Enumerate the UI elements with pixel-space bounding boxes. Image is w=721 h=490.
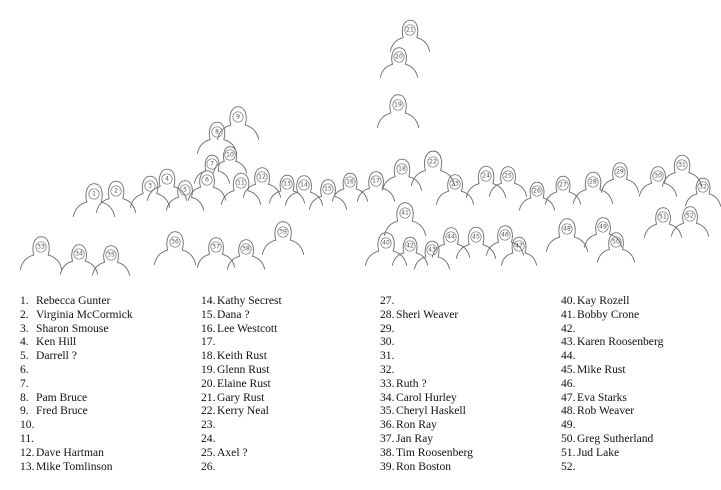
person-number-label: 31 xyxy=(678,161,686,169)
person-number-label: 3 xyxy=(148,182,152,190)
legend-entry-number: 3. xyxy=(20,321,29,335)
legend-entry xyxy=(561,308,663,322)
legend-entry-name: Ken Hill xyxy=(36,335,77,349)
legend-entry-number: 40. xyxy=(561,294,576,307)
person-number-label: 12 xyxy=(258,173,266,181)
legend-entry-name: Eva Starks xyxy=(577,390,627,404)
legend-entry xyxy=(20,363,133,377)
person-number-label: 6 xyxy=(205,176,209,184)
legend-entry-name: Ron Boston xyxy=(396,459,452,473)
legend-entry-name: Sheri Weaver xyxy=(396,307,459,321)
legend-entry-name: Carol Hurley xyxy=(396,390,457,404)
person-outline-25 xyxy=(489,167,526,197)
legend-entry-name: Axel ? xyxy=(217,445,248,459)
legend-entry-number: 4. xyxy=(20,335,29,349)
person-outline-39 xyxy=(262,222,303,255)
person-number-label: 42 xyxy=(406,242,414,250)
person-number-label: 41 xyxy=(401,209,409,217)
legend-entry-number: 51. xyxy=(561,445,576,459)
legend-entry-number: 7. xyxy=(20,376,29,390)
person-number-label: 1 xyxy=(92,190,96,198)
person-outline-51 xyxy=(644,208,681,238)
legend-entry-number: 38. xyxy=(380,445,395,459)
person-outline-20 xyxy=(380,48,417,78)
person-number-label: 50 xyxy=(612,238,620,246)
legend-entry xyxy=(201,446,282,460)
legend-entry xyxy=(380,446,473,460)
person-outline-29 xyxy=(601,163,638,193)
legend-entry-number: 37. xyxy=(380,431,395,445)
legend-entry xyxy=(380,322,473,336)
person-number-label: 32 xyxy=(699,183,707,191)
legend-entry-number: 1. xyxy=(20,294,29,307)
person-outline-31 xyxy=(662,155,701,186)
legend-entry-number: 6. xyxy=(20,362,29,376)
person-outline-34 xyxy=(60,245,97,275)
person-outline-28 xyxy=(573,172,612,203)
legend-entry-number: 48. xyxy=(561,404,576,418)
person-number-label: 10 xyxy=(226,151,234,159)
person-outline-33 xyxy=(20,237,61,270)
person-outline-21 xyxy=(390,20,429,51)
legend-entry-number: 2. xyxy=(20,307,29,321)
legend-entry-name: Mike Tomlinson xyxy=(36,459,113,473)
legend-entry xyxy=(201,404,282,418)
person-number-label: 7 xyxy=(210,160,214,168)
person-number-label: 45 xyxy=(472,233,480,241)
legend-entry-number: 34. xyxy=(380,390,395,404)
legend-entry-number: 47. xyxy=(561,390,576,404)
person-number-label: 49 xyxy=(599,223,607,231)
legend-entry xyxy=(561,391,663,405)
legend-entry-name: Elaine Rust xyxy=(217,376,271,390)
legend-entry xyxy=(380,377,473,391)
legend-entry-name: Sharon Smouse xyxy=(36,321,109,335)
legend-entry xyxy=(201,363,282,377)
legend-entry-name: Jan Ray xyxy=(396,431,434,445)
legend-entry xyxy=(20,335,133,349)
legend-entry-name: Keith Rust xyxy=(217,349,267,363)
person-number-label: 35 xyxy=(107,251,115,259)
legend-entry-number: 20. xyxy=(201,376,216,390)
legend-entry xyxy=(20,308,133,322)
legend-entry-name: Greg Sutherland xyxy=(577,431,654,445)
person-outline-38 xyxy=(227,240,264,270)
person-outline-23 xyxy=(436,175,473,205)
person-outline-52 xyxy=(671,207,708,237)
legend-entry-name: Rob Weaver xyxy=(577,404,635,418)
person-number-label: 21 xyxy=(406,26,414,34)
legend-entry-number: 28. xyxy=(380,307,395,321)
legend-entry xyxy=(20,322,133,336)
person-outline-41 xyxy=(384,203,425,236)
legend-entry xyxy=(561,404,663,418)
legend-entry xyxy=(380,460,473,474)
person-outline-17 xyxy=(357,172,394,202)
legend-entry xyxy=(561,418,663,432)
legend-entry-name: Kathy Secrest xyxy=(217,294,282,307)
legend-entry xyxy=(561,363,663,377)
legend-entry xyxy=(380,391,473,405)
person-outline-35 xyxy=(92,246,129,276)
legend-entry xyxy=(561,335,663,349)
person-outline-42 xyxy=(392,237,427,265)
legend-entry-number: 45. xyxy=(561,362,576,376)
person-number-label: 29 xyxy=(616,168,624,176)
legend-entry xyxy=(201,418,282,432)
person-number-label: 19 xyxy=(394,101,402,109)
person-number-label: 46 xyxy=(501,231,509,239)
legend-entry-name: Ron Ray xyxy=(396,418,437,432)
legend-entry xyxy=(20,391,133,405)
legend-entry xyxy=(20,377,133,391)
person-number-label: 15 xyxy=(324,185,332,193)
person-outline-24 xyxy=(466,166,505,197)
legend-entry xyxy=(380,335,473,349)
legend-entry-number: 27. xyxy=(380,294,395,307)
person-number-label: 16 xyxy=(346,178,354,186)
legend-entry-name: Karen Roosenberg xyxy=(577,335,664,349)
legend-entry-name: Cheryl Haskell xyxy=(396,404,466,418)
person-number-label: 5 xyxy=(183,186,187,194)
person-number-label: 8 xyxy=(215,128,219,136)
legend-entry-number: 52. xyxy=(561,459,576,473)
legend-entry xyxy=(201,335,282,349)
legend-entry-number: 11. xyxy=(20,431,35,445)
legend-entry-name: Kerry Neal xyxy=(217,404,269,418)
legend-entry xyxy=(20,446,133,460)
legend-entry-name: Rebecca Gunter xyxy=(36,294,111,307)
legend-entry-number: 24. xyxy=(201,431,216,445)
legend-entry xyxy=(20,460,133,474)
person-number-label: 28 xyxy=(589,178,597,186)
legend-entry-number: 32. xyxy=(380,362,395,376)
person-number-label: 9 xyxy=(236,113,240,121)
legend-entry-number: 17. xyxy=(201,335,216,349)
legend-entry xyxy=(201,349,282,363)
person-outline-27 xyxy=(545,176,580,204)
person-number-label: 27 xyxy=(559,181,567,189)
person-number-label: 40 xyxy=(382,239,390,247)
legend-entry-name: Kay Rozell xyxy=(577,294,630,307)
legend-entry-number: 26. xyxy=(201,459,216,473)
person-outline-32 xyxy=(685,178,720,206)
person-outline-43 xyxy=(414,241,449,269)
legend-column-1 xyxy=(20,294,133,473)
legend-entry xyxy=(201,432,282,446)
person-number-label: 4 xyxy=(165,175,169,183)
legend-entry xyxy=(561,432,663,446)
legend-entry-number: 8. xyxy=(20,390,29,404)
person-number-label: 24 xyxy=(482,172,490,180)
person-number-label: 2 xyxy=(114,187,118,195)
person-number-label: 23 xyxy=(451,180,459,188)
legend-entry-number: 50. xyxy=(561,431,576,445)
legend-entry-number: 35. xyxy=(380,404,395,418)
legend-entry xyxy=(561,322,663,336)
person-number-label: 11 xyxy=(237,179,245,187)
person-outline-40 xyxy=(365,233,406,266)
legend-entry xyxy=(201,391,282,405)
person-number-label: 14 xyxy=(300,181,308,189)
legend-entry-number: 46. xyxy=(561,376,576,390)
legend-entry-number: 42. xyxy=(561,321,576,335)
person-number-label: 37 xyxy=(212,243,220,251)
legend-entry xyxy=(380,294,473,308)
person-number-label: 17 xyxy=(372,177,380,185)
person-outline-6 xyxy=(188,171,225,201)
legend-entry xyxy=(561,446,663,460)
person-number-label: 26 xyxy=(533,187,541,195)
legend-entry-number: 16. xyxy=(201,321,216,335)
person-number-label: 33 xyxy=(37,243,45,251)
person-number-label: 34 xyxy=(75,250,83,258)
person-outline-37 xyxy=(197,238,234,268)
legend-entry-name: Gary Rust xyxy=(217,390,265,404)
person-outline-18 xyxy=(382,159,421,190)
person-outline-44 xyxy=(432,228,469,258)
person-number-label: 43 xyxy=(428,246,436,254)
legend-entry-number: 29. xyxy=(380,321,395,335)
person-number-label: 25 xyxy=(504,172,512,180)
person-number-label: 51 xyxy=(659,213,667,221)
person-outline-9 xyxy=(217,107,258,140)
legend-entry xyxy=(561,294,663,308)
legend-entry-number: 49. xyxy=(561,418,576,432)
legend-entry xyxy=(20,432,133,446)
legend-entry-number: 25. xyxy=(201,445,216,459)
legend-entry-name: Darrell ? xyxy=(36,349,77,363)
legend-entry-number: 33. xyxy=(380,376,395,390)
person-number-label: 18 xyxy=(398,165,406,173)
legend-entry xyxy=(561,349,663,363)
person-outline-48 xyxy=(546,219,587,252)
legend-entry-name: Lee Westcott xyxy=(217,321,278,335)
legend-entry-number: 12. xyxy=(20,445,35,459)
legend-entry xyxy=(20,349,133,363)
legend-entry xyxy=(380,418,473,432)
legend-entry-number: 43. xyxy=(561,335,576,349)
legend-entry-name: Jud Lake xyxy=(577,445,620,459)
legend-entry-number: 14. xyxy=(201,294,216,307)
legend-entry-number: 44. xyxy=(561,349,576,363)
person-number-label: 52 xyxy=(686,212,694,220)
legend-entry-number: 23. xyxy=(201,418,216,432)
person-outline-8 xyxy=(197,122,236,153)
legend-entry-number: 18. xyxy=(201,349,216,363)
person-number-label: 38 xyxy=(242,245,250,253)
legend-entry-name: Tim Roosenberg xyxy=(396,445,473,459)
legend-entry-number: 21. xyxy=(201,390,216,404)
person-number-label: 20 xyxy=(395,53,403,61)
legend-entry xyxy=(380,308,473,322)
legend-entry-number: 39. xyxy=(380,459,395,473)
legend-entry xyxy=(380,363,473,377)
person-number-label: 22 xyxy=(429,158,437,166)
legend-column-3 xyxy=(380,294,473,473)
legend-entry xyxy=(380,349,473,363)
legend-entry xyxy=(20,294,133,308)
legend-entry-number: 13. xyxy=(20,459,35,473)
legend-entry xyxy=(20,418,133,432)
legend-entry-name: Mike Rust xyxy=(577,362,626,376)
person-number-label: 13 xyxy=(283,180,291,188)
person-number-label: 36 xyxy=(171,238,179,246)
legend-entry-number: 10. xyxy=(20,418,35,432)
person-number-label: 30 xyxy=(654,172,662,180)
legend-entry-number: 36. xyxy=(380,418,395,432)
legend-entry-number: 30. xyxy=(380,335,395,349)
person-number-label: 44 xyxy=(447,233,455,241)
legend-entry-number: 19. xyxy=(201,362,216,376)
legend-entry-number: 41. xyxy=(561,307,576,321)
legend-entry-name: Dana ? xyxy=(217,307,250,321)
person-number-label: 47 xyxy=(515,242,523,250)
legend-entry xyxy=(201,460,282,474)
person-outline-50 xyxy=(597,233,634,263)
legend-column-4 xyxy=(561,294,663,473)
legend-entry-number: 22. xyxy=(201,404,216,418)
legend-column-2 xyxy=(201,294,282,473)
person-outline-19 xyxy=(377,95,418,128)
legend-entry xyxy=(201,322,282,336)
legend-entry xyxy=(201,294,282,308)
person-number-label: 48 xyxy=(563,225,571,233)
person-outline-4 xyxy=(147,169,186,200)
legend-entry-number: 31. xyxy=(380,349,395,363)
person-outline-30 xyxy=(639,167,676,197)
legend-entry-name: Ruth ? xyxy=(396,376,427,390)
person-outline-13 xyxy=(269,175,304,203)
legend-entry-number: 5. xyxy=(20,349,29,363)
legend-entry xyxy=(561,377,663,391)
person-outline-5 xyxy=(166,181,203,211)
legend-entry xyxy=(201,377,282,391)
legend-entry-name: Fred Bruce xyxy=(36,404,88,418)
legend-entry-number: 9. xyxy=(20,404,29,418)
legend-entry-name: Glenn Rust xyxy=(217,362,270,376)
person-number-label: 39 xyxy=(279,228,287,236)
legend-entry xyxy=(380,432,473,446)
legend-entry-name: Virginia McCormick xyxy=(36,307,133,321)
legend-entry xyxy=(201,308,282,322)
person-outline-45 xyxy=(456,227,495,258)
legend-entry xyxy=(380,404,473,418)
legend-entry-name: Dave Hartman xyxy=(36,445,104,459)
legend-entry-name: Bobby Crone xyxy=(577,307,640,321)
legend-entry xyxy=(561,460,663,474)
legend-entry xyxy=(20,404,133,418)
legend-entry-name: Pam Bruce xyxy=(36,390,88,404)
legend-entry-number: 15. xyxy=(201,307,216,321)
person-outline-3 xyxy=(130,176,169,207)
person-outline-47 xyxy=(501,237,536,265)
person-outline-36 xyxy=(154,232,195,265)
